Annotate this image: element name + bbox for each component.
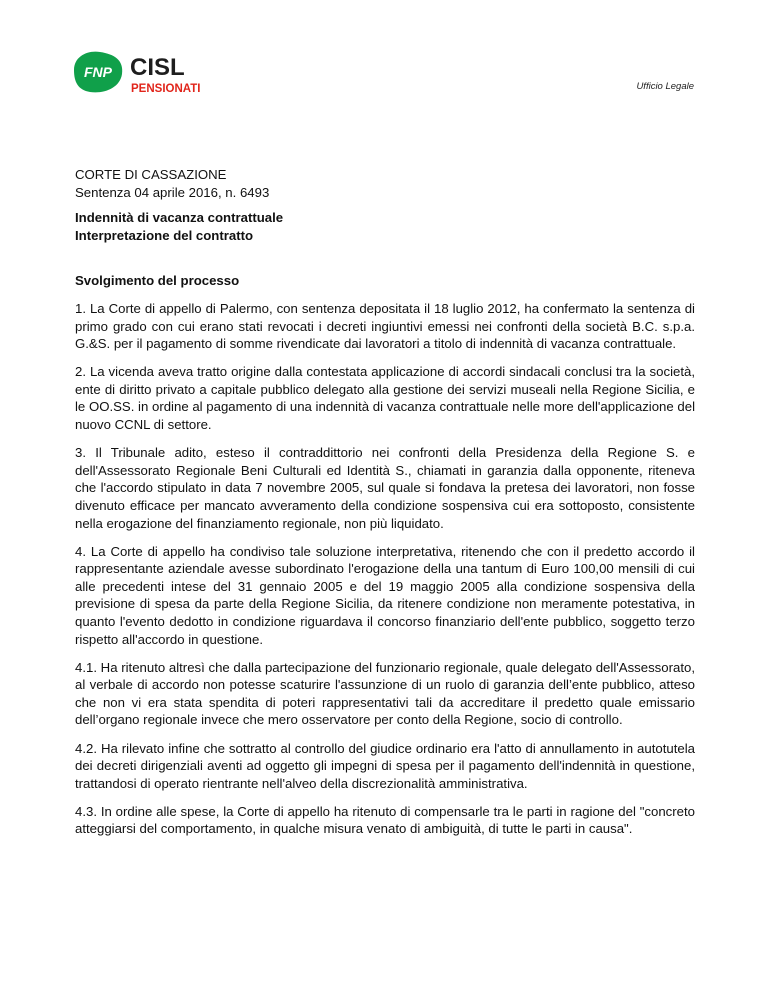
fnp-badge-text: FNP xyxy=(84,64,112,80)
paragraph: 2. La vicenda aveva tratto origine dalla contestata applicazione di accordi sindacali conclusi tra la società, ente di diritto privato a capitale pubblico delegato alla gestione dei servizi museali nella Regione Sicilia, e le OO.SS. in ordine al pagamento di una indennità di vacanza contrattuale nelle more dell'applicazione del nuovo CCNL di settore. xyxy=(75,364,695,433)
subject-item: Interpretazione del contratto xyxy=(75,227,254,243)
pensionati-wordmark: PENSIONATI xyxy=(131,83,201,95)
paragraph: 4.3. In ordine alle spese, la Corte di appello ha ritenuto di compensarle tra le parti in ragione del "concreto atteggiarsi del comportamento, in qualche misura venato di ambiguità, di tutte le parti in causa". xyxy=(75,803,695,837)
subject-item: Indennità di vacanza contrattuale xyxy=(75,210,284,226)
section-title: Svolgimento del processo xyxy=(75,273,240,289)
paragraph: 4.2. Ha rilevato infine che sottratto al controllo del giudice ordinario era l'atto di annullamento in autotutela dei decreti dirigenziali aventi ad oggetto gli impegni di spesa per il pagamento dell'indennità in questione, trattandosi di operato rientrante nell'alveo della discrezionalità amministrativa. xyxy=(75,740,695,791)
cisl-wordmark: CISL xyxy=(130,54,185,81)
paragraph: 4.1. Ha ritenuto altresì che dalla partecipazione del funzionario regionale, quale delegato dell'Assessorato, al verbale di accordo non potesse scaturire l'assunzione di un ruolo di garanzia dell’ente pubblico, atteso che non vi era stata spendita di poteri rappresentativi tali da accreditare il predetto quale emissario dell’organo regionale invece che mero osservatore per conto della Regione, socio di controllo. xyxy=(75,659,695,728)
sentence-reference: Sentenza 04 aprile 2016, n. 6493 xyxy=(75,184,270,200)
office-label: Ufficio Legale xyxy=(636,81,694,92)
subject-list xyxy=(75,209,695,244)
fnp-cisl-pensionati-logo xyxy=(70,48,220,96)
paragraph-list xyxy=(75,300,695,838)
court-name: CORTE DI CASSAZIONE xyxy=(75,167,227,182)
paragraph: 4. La Corte di appello ha condiviso tale soluzione interpretativa, ritenendo che con il predetto accordo il rappresentante aziendale avesse subordinato l'erogazione della una tantum di Euro 100,00 mensili di cui alle precedenti intese del 31 gennaio 2005 e del 19 maggio 2005 alla condizione sospensiva della previsione di spesa da parte della Regione Sicilia, da ritenere condizione non meramente potestativa, in quanto l'evento dedotto in condizione riguardava il concorso finanziario dell'ente pubblico, soggetto terzo rispetto all'accordo in questione. xyxy=(75,543,695,647)
document-body xyxy=(75,166,695,849)
paragraph: 3. Il Tribunale adito, esteso il contraddittorio nei confronti della Presidenza della Regione S. e dell'Assessorato Regionale Beni Culturali ed Identità S., chiamati in garanzia dalla opponente, riteneva che l'accordo stipulato in data 7 novembre 2005, sul quale si fondava la pretesa dei lavoratori, non fosse divenuto efficace per mancato avveramento della condizione sospensiva cui era sottoposto, consistente nella erogazione del finanziamento regionale, non più liquidato. xyxy=(75,445,695,531)
paragraph: 1. La Corte di appello di Palermo, con sentenza depositata il 18 luglio 2012, ha confermato la sentenza di primo grado con cui erano stati revocati i decreti ingiuntivi emessi nei confronti della società B.C. s.p.a. G.&S. per il pagamento di somme rivendicate dai lavoratori a titolo di indennità di vacanza contrattuale. xyxy=(75,300,695,352)
